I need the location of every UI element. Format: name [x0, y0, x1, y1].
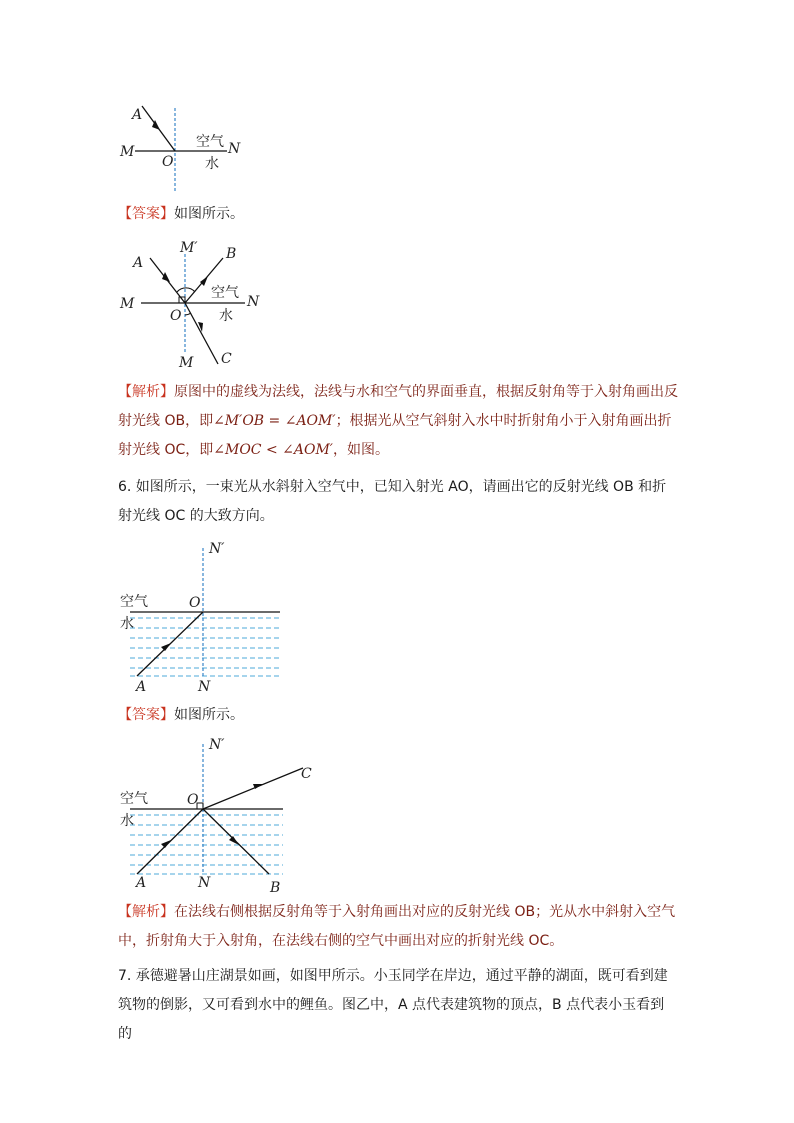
label-n: N: [198, 875, 211, 891]
analysis-tag: 【解析】: [118, 904, 174, 920]
arrow-icon: [161, 643, 171, 651]
label-air: 空气: [211, 285, 239, 301]
label-a: A: [133, 255, 144, 271]
figure-4-answer: [115, 732, 325, 894]
analysis-1: [118, 378, 678, 465]
answer-text: 如图所示。: [174, 707, 244, 723]
label-a: A: [136, 679, 147, 695]
analysis-text-3: ，如图。: [332, 442, 389, 458]
label-o: O: [189, 595, 201, 611]
analysis-text-2: ；根据光从空气斜射入水中时折射角小于入射角画出折射光线 OC，即: [118, 413, 672, 458]
label-m-prime: M′: [180, 240, 198, 256]
question-7: 7. 承德避暑山庄湖景如画，如图甲所示。小玉同学在岸边，通过平静的湖面，既可看到建筑物的倒影，又可看到水中的鲤鱼。图乙中，A 点代表建筑物的顶点，B 点代表小玉看到的: [118, 968, 668, 1042]
label-a: A: [136, 875, 147, 891]
refracted-ray-oc: [203, 768, 303, 809]
answer-1: [118, 200, 678, 229]
label-n: N: [247, 294, 260, 310]
label-n: N: [228, 141, 241, 157]
label-m: M: [120, 144, 135, 160]
label-n-prime: N′: [209, 541, 225, 557]
answer-tag: 【答案】: [118, 206, 174, 222]
figure-2-reflection-refraction: [115, 236, 275, 371]
incident-ray-ao: [137, 809, 203, 874]
angle-arc: [177, 288, 195, 292]
label-air: 空气: [120, 791, 148, 807]
label-water: 水: [120, 616, 134, 632]
label-m: M: [120, 296, 135, 312]
answer-tag: 【答案】: [118, 707, 174, 723]
angle-arc: [185, 313, 191, 315]
label-n-prime: N′: [209, 737, 225, 753]
label-water: 水: [205, 156, 219, 172]
label-c: C: [221, 351, 232, 367]
analysis-2: [118, 898, 678, 956]
figure-1-incident-ray: [115, 100, 255, 195]
label-b: B: [226, 246, 237, 262]
analysis-text-1: 原图中的虚线为法线，法线与水和空气的界面垂直，根据反射角等于入射角画出反射光线 OB，即: [118, 384, 678, 429]
analysis-text: 在法线右侧根据反射角等于入射角画出对应的反射光线 OB；光从水中斜射入空气中，折射角大于入射角，在法线右侧的空气中画出对应的折射光线 OC。: [118, 904, 676, 949]
label-m-bottom: M: [179, 355, 194, 371]
equation-2: ∠MOC < ∠AOM′: [213, 442, 333, 458]
arrow-icon: [161, 840, 171, 848]
label-o: O: [187, 792, 199, 808]
label-air: 空气: [120, 594, 148, 610]
arrow-icon: [162, 272, 170, 282]
label-n: N: [198, 679, 211, 695]
label-c: C: [301, 766, 312, 782]
analysis-tag: 【解析】: [118, 384, 174, 400]
label-o: O: [170, 308, 182, 324]
label-water: 水: [219, 308, 233, 324]
label-a: A: [132, 107, 143, 123]
arrow-icon: [229, 836, 239, 845]
label-o: O: [162, 154, 174, 170]
answer-text: 如图所示。: [174, 206, 244, 222]
label-water: 水: [120, 813, 134, 829]
question-6: 6. 如图所示，一束光从水斜射入空气中，已知入射光 AO，请画出它的反射光线 OB 和折射光线 OC 的大致方向。: [118, 479, 667, 524]
equation-1: ∠M′OB = ∠AOM′: [213, 413, 336, 429]
label-b: B: [270, 880, 281, 894]
label-air: 空气: [196, 134, 224, 150]
figure-3-water-to-air: [115, 536, 290, 698]
answer-2: [118, 701, 678, 730]
